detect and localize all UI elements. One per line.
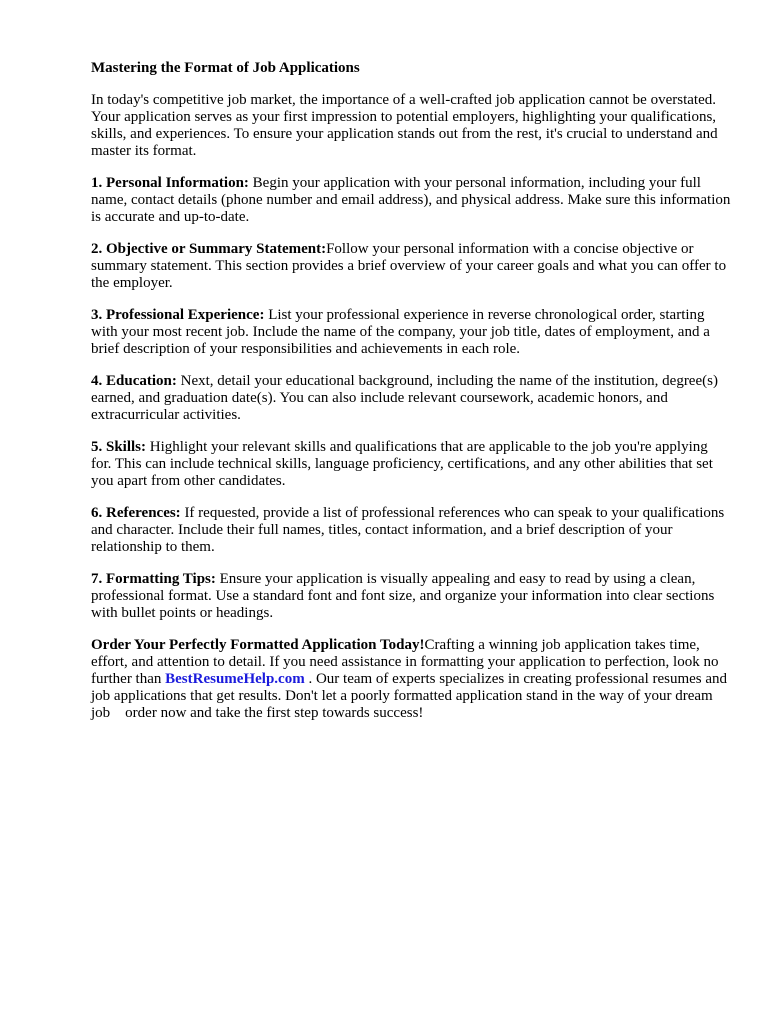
section-heading: 4. Education: [91, 373, 177, 389]
section-heading: 3. Professional Experience: [91, 307, 265, 323]
section-heading: 6. References: [91, 505, 181, 521]
closing-body-start: Crafting a winning job application takes time, effort, and attention to detail. If you need assistance in formatting your application to perfection, look no further than [91, 637, 719, 687]
closing-heading: Order Your Perfectly Formatted Application Today! [91, 637, 425, 653]
document-page [91, 60, 731, 737]
section-references [91, 505, 731, 556]
closing-paragraph [91, 637, 731, 722]
section-body: Next, detail your educational background, including the name of the institution, degree(s) earned, and graduation date(s). You can also include relevant coursework, academic honors, and extracurricular activities. [91, 373, 718, 423]
document-title: Mastering the Format of Job Applications [91, 60, 360, 76]
section-body: Ensure your application is visually appealing and easy to read by using a clean, professional format. Use a standard font and font size, and organize your information into clear sections with bullet points or headings. [91, 571, 715, 621]
section-body: Follow your personal information with a concise objective or summary statement. This section provides a brief overview of your career goals and what you can offer to the employer. [91, 241, 727, 291]
section-body: List your professional experience in reverse chronological order, starting with your most recent job. Include the name of the company, your job title, dates of employment, and a brief description of your responsibilities and achievements in each role. [91, 307, 710, 357]
section-objective-summary [91, 241, 731, 292]
section-skills [91, 439, 731, 490]
section-body: Begin your application with your personal information, including your full name, contact details (phone number and email address), and physical address. Make sure this information is accurate and up-to-date. [91, 175, 731, 225]
section-body: If requested, provide a list of professional references who can speak to your qualifications and character. Include their full names, titles, contact information, and a brief description of your relationship to them. [91, 505, 725, 555]
section-personal-information [91, 175, 731, 226]
section-formatting-tips [91, 571, 731, 622]
closing-body-end: . Our team of experts specializes in creating professional resumes and job applications that get results. Don't let a poorly formatted application stand in the way of your dream job order now and take the first step towards success! [91, 671, 731, 721]
bestresumehelp-link[interactable]: BestResumeHelp.com [165, 671, 305, 687]
section-heading: 1. Personal Information: [91, 175, 249, 191]
section-body: Highlight your relevant skills and qualifications that are applicable to the job you're applying for. This can include technical skills, language proficiency, certifications, and any other abilities that set you apart from other candidates. [91, 439, 713, 489]
section-professional-experience [91, 307, 731, 358]
section-heading: 2. Objective or Summary Statement: [91, 241, 327, 257]
section-heading: 5. Skills: [91, 439, 147, 455]
intro-paragraph: In today's competitive job market, the importance of a well-crafted job application cannot be overstated. Your application serves as your first impression to potential employers, highlighting your qualifications, skills, and experiences. To ensure your application stands out from the rest, it's crucial to understand and master its format. [91, 92, 718, 159]
section-education [91, 373, 731, 424]
section-heading: 7. Formatting Tips: [91, 571, 216, 587]
